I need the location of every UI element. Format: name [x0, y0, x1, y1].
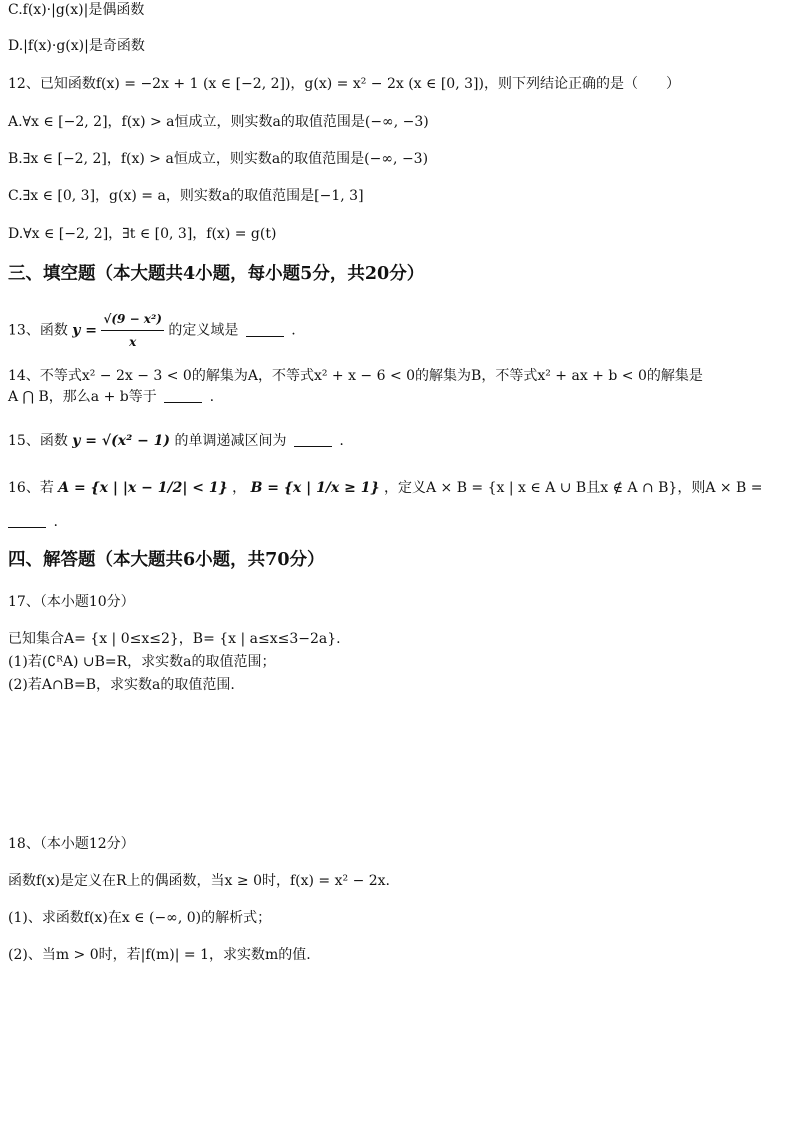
q11-option-d — [8, 36, 145, 56]
q14-line2 — [8, 387, 214, 407]
q18-header-text: 18、（本小题12分） — [8, 836, 135, 852]
q13-prefix: 13、函数 — [8, 322, 68, 339]
q17-stem-text: 已知集合A= {x | 0≤x≤2}，B= {x | a≤x≤3−2a}. — [8, 631, 341, 647]
q18-stem — [8, 871, 390, 891]
q16-set-a: A = {x | |x − 1/2| < 1} — [58, 480, 228, 496]
q18-part-2-text: (2)、当m > 0时，若|f(m)| = 1，求实数m的值. — [8, 947, 311, 963]
q18-part-1-text: (1)、求函数f(x)在x ∈ (−∞, 0)的解析式； — [8, 910, 272, 926]
q16-end: . — [53, 514, 58, 530]
q12-option-b — [8, 149, 428, 169]
q16-prefix: 16、若 — [8, 480, 54, 496]
q11-option-c-text: C.f(x)·|g(x)|是偶函数 — [8, 2, 145, 18]
q15-answer-blank[interactable] — [294, 432, 332, 447]
q12-option-d-text: D.∀x ∈ [−2, 2]，∃t ∈ [0, 3]，f(x) = g(t) — [8, 226, 277, 242]
q16-definition: ，定义A × B = {x | x ∈ A ∪ B且x ∉ A ∩ B}，则A × B = — [383, 480, 763, 496]
q17-header-text: 17、（本小题10分） — [8, 594, 135, 610]
q12-stem — [8, 74, 680, 94]
q18-part-1 — [8, 908, 271, 928]
q14-line1 — [8, 366, 703, 386]
q11-option-c — [8, 0, 144, 20]
q12-option-a — [8, 112, 429, 132]
section-4-heading — [8, 550, 325, 570]
q12-option-b-text: B.∃x ∈ [−2, 2]，f(x) > a恒成立，则实数a的取值范围是(−∞, −3) — [8, 151, 429, 167]
q16-set-b: B = {x | 1/x ≥ 1} — [250, 480, 380, 496]
q18-stem-text: 函数f(x)是定义在R上的偶函数，当x ≥ 0时，f(x) = x² − 2x. — [8, 873, 390, 889]
q14-answer-blank[interactable] — [164, 388, 202, 403]
q11-option-d-text: D.|f(x)·g(x)|是奇函数 — [8, 38, 145, 54]
section-4-title: 四、解答题（本大题共6小题，共70分） — [8, 550, 325, 570]
q13-fraction — [101, 308, 163, 353]
q18-part-2 — [8, 945, 311, 965]
q16-answer-blank[interactable] — [8, 513, 46, 528]
q15-prefix: 15、函数 — [8, 433, 68, 449]
q17-part-1 — [8, 652, 276, 672]
q16-line2 — [8, 512, 58, 532]
q13 — [8, 308, 296, 353]
q17-header — [8, 592, 135, 612]
q12-stem-text: 12、已知函数f(x) = −2x + 1 (x ∈ [−2, 2])，g(x) = x² − 2x (x ∈ [0, 3])，则下列结论正确的是（ ） — [8, 76, 680, 92]
q14-line2-text: A ⋂ B，那么a + b等于 — [8, 389, 157, 405]
q16-sep: ， — [232, 480, 247, 496]
q13-numerator: √(9 − x²) — [101, 308, 163, 331]
q17-part-2-text: (2)若A∩B=B，求实数a的取值范围. — [8, 677, 235, 693]
q12-option-d — [8, 224, 276, 244]
q12-option-c-text: C.∃x ∈ [0, 3]，g(x) = a，则实数a的取值范围是[−1, 3] — [8, 188, 364, 204]
q13-answer-blank[interactable] — [246, 322, 284, 337]
q13-denominator: x — [129, 335, 137, 349]
q13-end: . — [291, 322, 296, 339]
q13-lhs: y = — [72, 322, 98, 339]
q15-suffix: 的单调递减区间为 — [174, 433, 287, 449]
q14-line1-text: 14、不等式x² − 2x − 3 < 0的解集为A，不等式x² + x − 6 < 0的解集为B，不等式x² + ax + b < 0的解集是 — [8, 368, 703, 384]
q17-part-2 — [8, 675, 235, 695]
q15-expr: y = √(x² − 1) — [72, 433, 171, 449]
q17-stem — [8, 629, 341, 649]
q16-line1 — [8, 478, 763, 498]
q18-header — [8, 834, 135, 854]
q13-suffix: 的定义域是 — [168, 322, 239, 339]
q15-end: . — [339, 433, 344, 449]
q17-part-1-text: (1)若(∁ᴿA) ∪B=R，求实数a的取值范围； — [8, 654, 276, 670]
q12-option-c — [8, 186, 364, 206]
q12-option-a-text: A.∀x ∈ [−2, 2]，f(x) > a恒成立，则实数a的取值范围是(−∞, −3) — [8, 114, 429, 130]
section-3-title: 三、填空题（本大题共4小题，每小题5分，共20分） — [8, 264, 425, 284]
q15 — [8, 431, 344, 451]
q14-end: . — [209, 389, 215, 405]
section-3-heading — [8, 264, 424, 284]
